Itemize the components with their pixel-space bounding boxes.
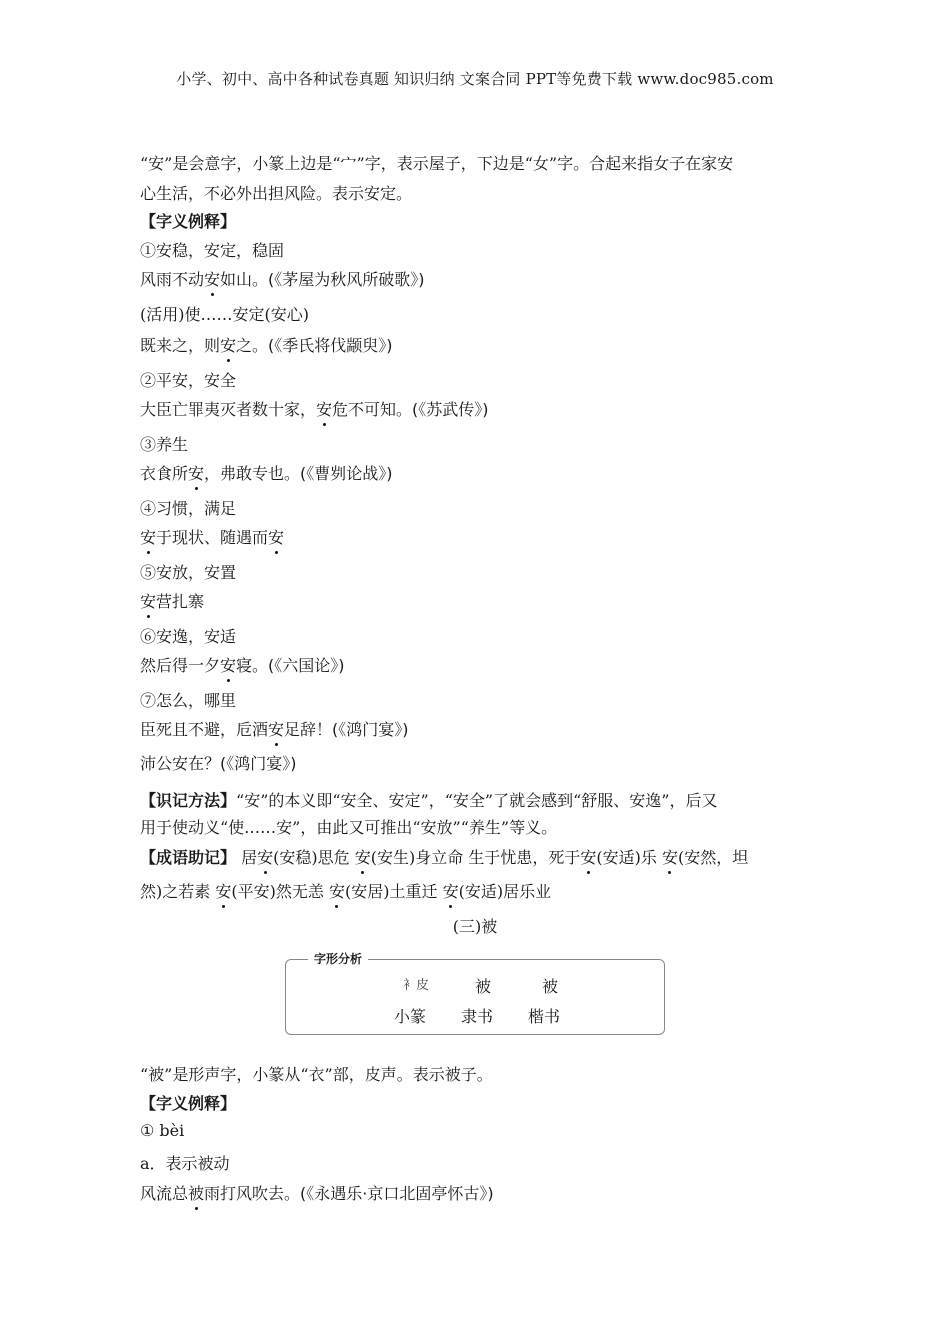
an-idioms: 【成语助记】 居安(安稳)思危 安(安生)身立命 生于忧患，死于安(安适)乐 安(安然，坦	[140, 845, 748, 868]
an-sense-7: ⑦怎么，哪里	[140, 691, 237, 710]
an-sense-3-example: 衣食所安，弗敢专也。(《曹刿论战》)	[140, 461, 393, 484]
an-sense-1b: (活用)使……安定(安心)	[140, 305, 309, 324]
an-method: 【识记方法】“安”的本义即“安全、安定”，“安全”了就会感到“舒服、安逸”，后又	[140, 791, 718, 810]
an-sense-1: ①安稳，安定，稳固	[140, 241, 285, 260]
keyword-mark: 安	[140, 525, 156, 548]
an-sense-3: ③养生	[140, 435, 189, 454]
glyph-analysis-box	[285, 952, 665, 1035]
section-title-bei: (三)被	[452, 917, 498, 936]
clerical-script-glyph: 被	[474, 977, 492, 996]
idiom-label: 【成语助记】	[140, 848, 237, 867]
an-sense-2: ②平安，安全	[140, 371, 237, 390]
an-sense-7-example-2: 沛公安在？(《鸿门宴》)	[140, 754, 297, 773]
regular-script-glyph: 被	[541, 977, 559, 996]
bei-intro: “被”是形声字，小篆从“衣”部，皮声。表示被子。	[140, 1065, 493, 1084]
label-regular: 楷书	[527, 1007, 561, 1026]
keyword-mark: 安	[316, 397, 332, 420]
seal-script-glyph: 衤皮	[402, 978, 430, 993]
keyword-mark: 安	[204, 267, 220, 290]
an-sense-4-example: 安于现状、随遇而安	[140, 525, 284, 548]
an-intro-line-1: “安”是会意字，小篆上边是“宀”字，表示屋子，下边是“女”字。合起来指女子在家安	[140, 154, 734, 173]
page-header: 小学、初中、高中各种试卷真题 知识归纳 文案合同 PPT等免费下载 www.doc985.com	[176, 70, 774, 88]
bei-meaning-heading: 【字义例释】	[140, 1094, 237, 1113]
glyph-box-title: 字形分析	[308, 950, 368, 967]
an-sense-7-example: 臣死且不避，卮酒安足辞！(《鸿门宴》)	[140, 717, 409, 740]
an-sense-2-example: 大臣亡罪夷灭者数十家，安危不可知。(《苏武传》)	[140, 397, 489, 420]
an-intro-line-2: 心生活，不必外出担风险。表示安定。	[140, 184, 413, 203]
an-idioms-line-2: 然)之若素 安(平安)然无恙 安(安居)土重迁 安(安适)居乐业	[140, 879, 551, 902]
an-sense-1-example: 风雨不动安如山。(《茅屋为秋风所破歌》)	[140, 267, 425, 290]
an-sense-6: ⑥安逸，安适	[140, 627, 237, 646]
an-sense-4: ④习惯，满足	[140, 499, 237, 518]
keyword-mark: 安	[268, 717, 284, 740]
bei-sense-1a-example: 风流总被雨打风吹去。(《永遇乐·京口北固亭怀古》)	[140, 1181, 494, 1204]
an-method-line-2: 用于使动义“使……安”，由此又可推出“安放”“养生”等义。	[140, 818, 558, 837]
label-seal: 小篆	[393, 1007, 427, 1026]
an-meaning-heading: 【字义例释】	[140, 212, 237, 231]
keyword-mark: 安	[220, 653, 236, 676]
bei-sense-1: ① bèi	[140, 1121, 185, 1140]
keyword-mark: 安	[268, 525, 284, 548]
an-sense-1b-example: 既来之，则安之。(《季氏将伐颛臾》)	[140, 333, 393, 356]
bei-sense-1a: a．表示被动	[140, 1154, 230, 1173]
keyword-mark: 安	[220, 333, 236, 356]
keyword-mark: 被	[188, 1181, 204, 1204]
an-sense-5-example: 安营扎寨	[140, 589, 204, 612]
an-sense-5: ⑤安放，安置	[140, 563, 237, 582]
an-sense-6-example: 然后得一夕安寝。(《六国论》)	[140, 653, 345, 676]
keyword-mark: 安	[188, 461, 204, 484]
label-clerical: 隶书	[460, 1007, 494, 1026]
keyword-mark: 安	[140, 589, 156, 612]
method-label: 【识记方法】	[140, 791, 237, 810]
